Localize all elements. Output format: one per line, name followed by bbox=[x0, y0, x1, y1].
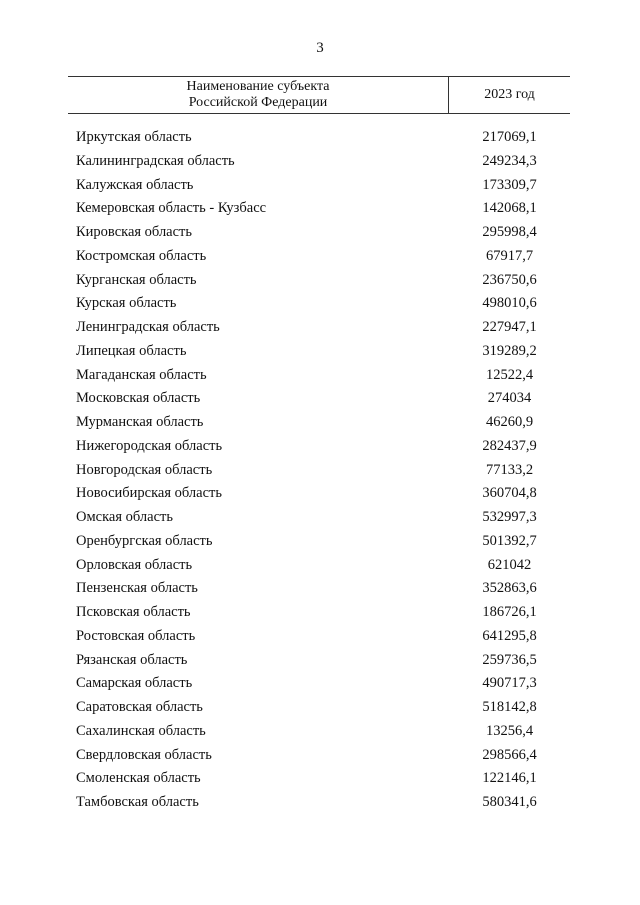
table-row bbox=[68, 459, 570, 483]
column-header-subject-line1: Наименование субъекта bbox=[186, 79, 330, 94]
region-name: Нижегородская область bbox=[76, 437, 223, 454]
region-name: Свердловская область bbox=[76, 746, 212, 763]
region-value-2023: 217069,1 bbox=[482, 129, 537, 145]
table-row bbox=[68, 292, 570, 316]
column-header-subject bbox=[68, 77, 448, 113]
region-name: Псковская область bbox=[76, 604, 191, 620]
region-name: Калининградская область bbox=[76, 152, 235, 169]
region-value-2023: 352863,6 bbox=[482, 580, 537, 597]
region-value-2023: 518142,8 bbox=[482, 699, 537, 715]
region-value-2023: 501392,7 bbox=[482, 532, 537, 549]
region-name: Кемеровская область - Кузбасс bbox=[76, 200, 267, 217]
region-name: Иркутская область bbox=[76, 129, 192, 145]
region-value-2023: 295998,4 bbox=[482, 224, 537, 240]
table-row bbox=[68, 387, 570, 411]
region-name: Самарская область bbox=[76, 675, 193, 692]
table-row bbox=[68, 435, 570, 459]
region-value-2023: 77133,2 bbox=[485, 461, 534, 478]
page-number: 3 bbox=[316, 40, 324, 56]
region-name: Костромская область bbox=[76, 247, 207, 264]
region-name: Омская область bbox=[76, 509, 173, 525]
region-value-2023: 621042 bbox=[487, 556, 532, 573]
region-name: Курганская область bbox=[76, 271, 197, 288]
region-value-2023: 298566,4 bbox=[482, 746, 537, 763]
region-value-2023: 142068,1 bbox=[482, 200, 537, 217]
table-row bbox=[68, 601, 570, 625]
table-header bbox=[68, 76, 570, 114]
region-name: Саратовская область bbox=[76, 699, 203, 715]
table-row bbox=[68, 174, 570, 198]
region-name: Калужская область bbox=[76, 176, 194, 193]
table-row bbox=[68, 672, 570, 696]
region-value-2023: 274034 bbox=[487, 390, 532, 407]
table-row bbox=[68, 197, 570, 221]
column-header-year: 2023 год bbox=[484, 87, 535, 102]
region-name: Курская область bbox=[76, 295, 177, 312]
region-value-2023: 12522,4 bbox=[485, 366, 534, 383]
table-row bbox=[68, 245, 570, 269]
region-name: Магаданская область bbox=[76, 366, 207, 383]
table-row bbox=[68, 744, 570, 768]
table-row bbox=[68, 150, 570, 174]
region-value-2023: 360704,8 bbox=[482, 485, 537, 502]
region-value-2023: 249234,3 bbox=[482, 152, 537, 169]
table-row bbox=[68, 221, 570, 245]
table-row bbox=[68, 720, 570, 744]
region-value-2023: 46260,9 bbox=[485, 414, 534, 430]
region-name: Московская область bbox=[76, 390, 201, 407]
region-value-2023: 259736,5 bbox=[482, 651, 537, 668]
table-row bbox=[68, 577, 570, 601]
table-row bbox=[68, 506, 570, 530]
table-row bbox=[68, 625, 570, 649]
region-name: Смоленская область bbox=[76, 770, 201, 787]
table-row bbox=[68, 482, 570, 506]
table-row bbox=[68, 649, 570, 673]
region-value-2023: 490717,3 bbox=[482, 675, 537, 692]
region-name: Оренбургская область bbox=[76, 532, 213, 549]
table-row bbox=[68, 696, 570, 720]
table-row bbox=[68, 364, 570, 388]
region-value-2023: 122146,1 bbox=[482, 770, 537, 787]
region-name: Орловская область bbox=[76, 556, 193, 573]
region-name: Липецкая область bbox=[76, 342, 187, 359]
region-name: Сахалинская область bbox=[76, 722, 206, 739]
region-name: Тамбовская область bbox=[76, 794, 199, 810]
region-name: Новосибирская область bbox=[76, 485, 222, 502]
region-name: Мурманская область bbox=[76, 414, 204, 430]
region-name: Кировская область bbox=[76, 224, 193, 240]
table-body bbox=[68, 126, 570, 815]
region-value-2023: 67917,7 bbox=[485, 247, 534, 264]
table-row bbox=[68, 316, 570, 340]
region-value-2023: 641295,8 bbox=[482, 627, 537, 644]
region-value-2023: 236750,6 bbox=[482, 271, 537, 288]
table-row bbox=[68, 791, 570, 815]
region-value-2023: 227947,1 bbox=[482, 319, 537, 335]
region-name: Новгородская область bbox=[76, 461, 213, 478]
table-row bbox=[68, 554, 570, 578]
region-value-2023: 319289,2 bbox=[482, 342, 537, 359]
region-value-2023: 282437,9 bbox=[482, 437, 537, 454]
region-value-2023: 173309,7 bbox=[482, 176, 537, 193]
region-name: Ленинградская область bbox=[76, 319, 220, 335]
region-name: Пензенская область bbox=[76, 580, 198, 597]
table-row bbox=[68, 340, 570, 364]
region-name: Рязанская область bbox=[76, 651, 188, 668]
table-row bbox=[68, 767, 570, 791]
table-row bbox=[68, 530, 570, 554]
table-row bbox=[68, 126, 570, 150]
region-value-2023: 13256,4 bbox=[485, 722, 534, 739]
region-value-2023: 580341,6 bbox=[482, 794, 537, 810]
table-row bbox=[68, 269, 570, 293]
region-value-2023: 498010,6 bbox=[482, 295, 537, 312]
region-value-2023: 532997,3 bbox=[482, 509, 537, 525]
region-name: Ростовская область bbox=[76, 627, 196, 644]
column-header-subject-line2: Российской Федерации bbox=[188, 95, 328, 110]
region-value-2023: 186726,1 bbox=[482, 604, 537, 620]
table-row bbox=[68, 411, 570, 435]
